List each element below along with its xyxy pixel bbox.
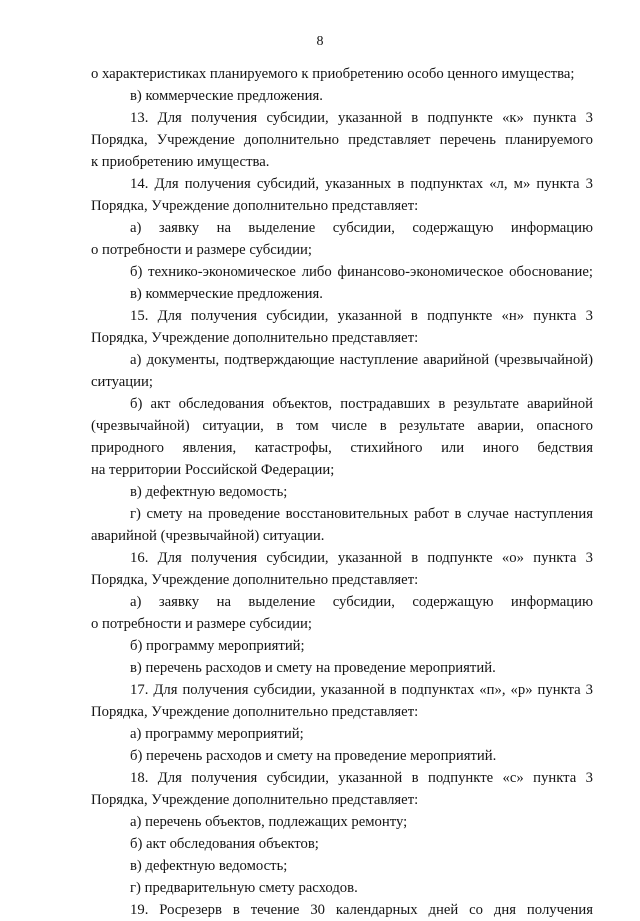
text-line: Порядка, Учреждение дополнительно представляет перечень планируемого (91, 132, 593, 148)
text-line: 14. Для получения субсидий, указанных в подпунктах «л, м» пункта 3 (130, 176, 593, 192)
text-line: 13. Для получения субсидии, указанной в подпункте «к» пункта 3 (130, 110, 593, 126)
text-line: о характеристиках планируемого к приобретению особо ценного имущества; (91, 66, 575, 82)
text-line: г) предварительную смету расходов. (130, 880, 358, 896)
text-line: Порядка, Учреждение дополнительно представляет: (91, 198, 419, 214)
text-line: а) заявку на выделение субсидии, содержащую информацию (130, 220, 593, 236)
text-line: в) перечень расходов и смету на проведение мероприятий. (130, 660, 496, 676)
text-line: а) заявку на выделение субсидии, содержащую информацию (130, 594, 593, 610)
page-number: 8 (316, 34, 324, 49)
text-line: г) смету на проведение восстановительных работ в случае наступления (130, 506, 593, 522)
text-line: Порядка, Учреждение дополнительно представляет: (91, 572, 419, 588)
text-line: 17. Для получения субсидии, указанной в подпунктах «п», «р» пункта 3 (130, 682, 593, 698)
text-line: в) коммерческие предложения. (130, 88, 323, 104)
text-line: а) программу мероприятий; (130, 726, 304, 742)
text-line: аварийной (чрезвычайной) ситуации. (91, 528, 325, 544)
text-line: о потребности и размере субсидии; (91, 616, 312, 632)
text-line: а) документы, подтверждающие наступление аварийной (чрезвычайной) (130, 352, 593, 368)
text-line: 15. Для получения субсидии, указанной в подпункте «н» пункта 3 (130, 308, 593, 324)
text-line: б) технико-экономическое либо финансово-экономическое обоснование; (130, 264, 593, 280)
text-line: о потребности и размере субсидии; (91, 242, 312, 258)
text-line: 18. Для получения субсидии, указанной в подпункте «с» пункта 3 (130, 770, 593, 786)
document-body (91, 63, 593, 921)
text-line: а) перечень объектов, подлежащих ремонту; (130, 814, 408, 830)
text-line: на территории Российской Федерации; (91, 462, 335, 478)
text-line: Порядка, Учреждение дополнительно представляет: (91, 704, 419, 720)
text-line: Порядка, Учреждение дополнительно представляет: (91, 792, 419, 808)
text-line: б) акт обследования объектов; (130, 836, 319, 852)
text-line: в) дефектную ведомость; (130, 858, 288, 874)
text-line: (чрезвычайной) ситуации, в том числе в результате аварии, опасного (91, 418, 593, 434)
text-line: б) акт обследования объектов, пострадавших в результате аварийной (130, 396, 593, 412)
text-line: в) дефектную ведомость; (130, 484, 288, 500)
text-line: б) программу мероприятий; (130, 638, 305, 654)
text-line: в) коммерческие предложения. (130, 286, 323, 302)
text-line: ситуации; (91, 374, 153, 390)
text-line: 19. Росрезерв в течение 30 календарных дней со дня получения (130, 902, 593, 918)
text-line: Порядка, Учреждение дополнительно представляет: (91, 330, 419, 346)
text-line: природного явления, катастрофы, стихийного или иного бедствия (91, 440, 593, 456)
text-line: 16. Для получения субсидии, указанной в подпункте «о» пункта 3 (130, 550, 593, 566)
text-line: б) перечень расходов и смету на проведение мероприятий. (130, 748, 497, 764)
text-line: к приобретению имущества. (91, 154, 270, 170)
